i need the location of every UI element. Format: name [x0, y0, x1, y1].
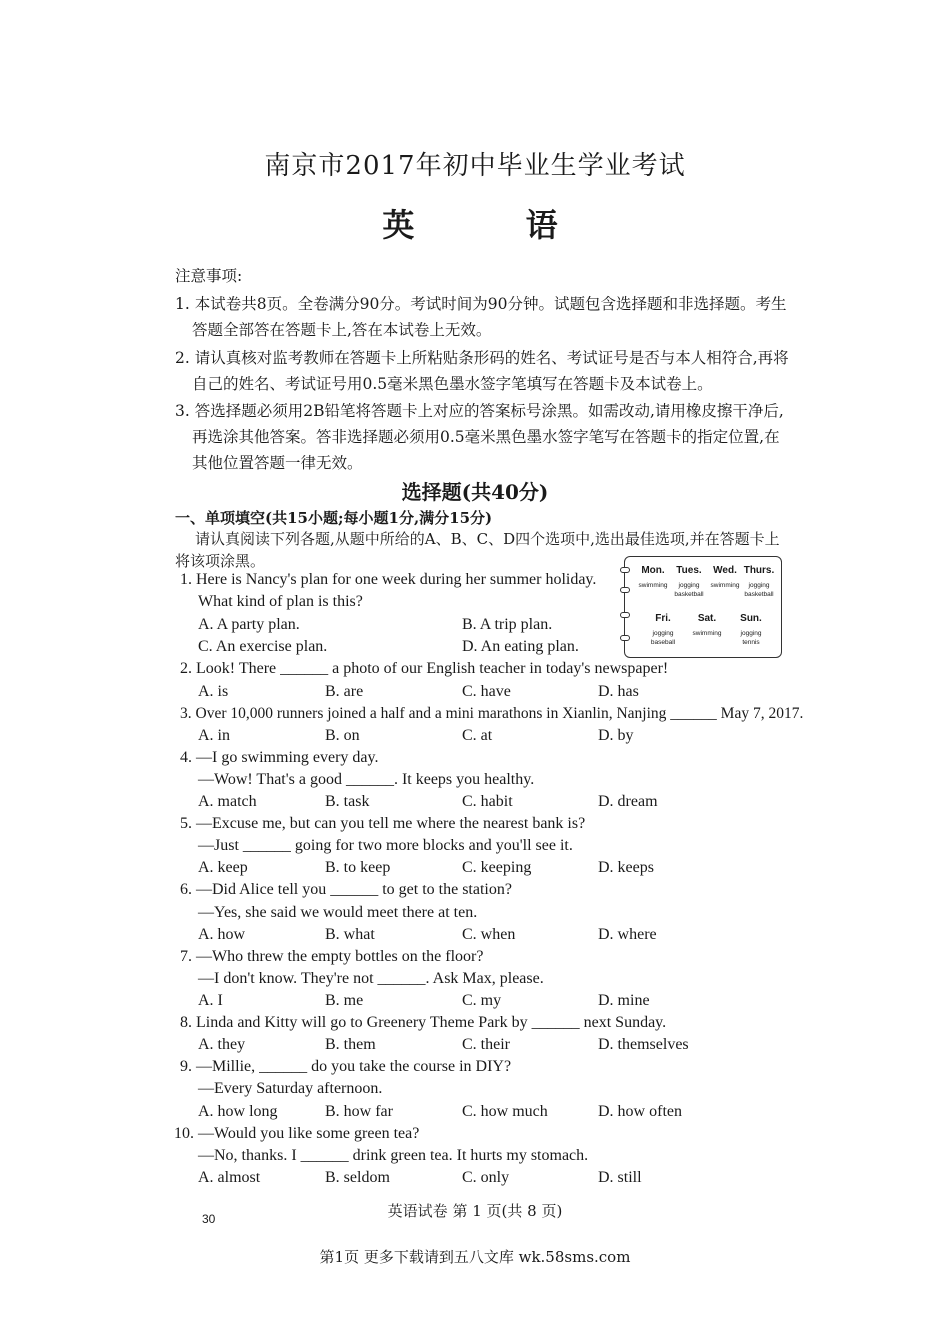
notice-item-3-line-1: 3. 答选择题必须用2B铅笔将答题卡上对应的答案标号涂黑。如需改动,请用橡皮擦干净后,: [175, 402, 784, 420]
question-4-line-2: —Wow! That's a good ______. It keeps you healthy.: [198, 771, 535, 788]
plan-activity-wed: swimming: [710, 582, 740, 589]
page-number-corner: 30: [202, 1212, 216, 1226]
question-3-option-d: D. by: [598, 727, 634, 744]
question-2-option-b: B. are: [325, 683, 364, 700]
plan-activity-fri: jogging baseball: [650, 630, 676, 646]
plan-day-thurs: Thurs.: [743, 565, 775, 576]
question-2-option-c: C. have: [462, 683, 511, 700]
plan-day-tues: Tues.: [676, 565, 702, 576]
question-10-option-d: D. still: [598, 1169, 642, 1186]
question-9-option-d: D. how often: [598, 1103, 682, 1120]
notice-item-2-line-1: 2. 请认真核对监考教师在答题卡上所粘贴条形码的姓名、考试证号是否与本人相符合,再将: [175, 349, 789, 367]
question-10-option-c: C. only: [462, 1169, 510, 1186]
question-4-option-b: B. task: [325, 793, 370, 810]
plan-activity-mon: swimming: [638, 582, 668, 589]
plan-day-fri: Fri.: [655, 613, 671, 624]
plan-activity-sun: jogging tennis: [740, 630, 762, 646]
question-3-option-a: A. in: [198, 727, 230, 744]
plan-day-wed: Wed.: [713, 565, 737, 576]
question-6-option-b: B. what: [325, 926, 375, 943]
question-7-line-2: —I don't know. They're not ______. Ask Max, please.: [198, 970, 544, 987]
question-1-option-b: B. A trip plan.: [462, 616, 553, 633]
question-9-line-1: 9. —Millie, ______ do you take the course in DIY?: [180, 1058, 512, 1075]
question-4-option-a: A. match: [198, 793, 257, 810]
notice-item-1-line-2: 答题全部答在答题卡上,答在本试卷上无效。: [192, 321, 492, 339]
question-1-option-a: A. A party plan.: [198, 616, 300, 633]
question-2-option-d: D. has: [598, 683, 639, 700]
question-8-option-c: C. their: [462, 1036, 510, 1053]
question-7-option-d: D. mine: [598, 992, 650, 1009]
subject-title: 英 语: [382, 206, 608, 244]
question-6-option-d: D. where: [598, 926, 657, 943]
notice-item-2-line-2: 自己的姓名、考试证号用0.5毫米黑色墨水签字笔填写在答题卡及本试卷上。: [192, 375, 713, 393]
question-3-option-c: C. at: [462, 727, 493, 744]
part-title: 一、单项填空(共15小题;每小题1分,满分15分): [175, 509, 493, 527]
question-5-option-d: D. keeps: [598, 859, 654, 876]
question-9-line-2: —Every Saturday afternoon.: [198, 1080, 383, 1097]
question-10-option-a: A. almost: [198, 1169, 261, 1186]
instruction-line-2: 将该项涂黑。: [175, 552, 266, 570]
notice-item-3-line-3: 其他位置答题一律无效。: [192, 454, 363, 472]
question-7-line-1: 7. —Who threw the empty bottles on the floor?: [180, 948, 484, 965]
question-6-line-2: —Yes, she said we would meet there at ten.: [198, 904, 478, 921]
question-10-line-2: —No, thanks. I ______ drink green tea. It hurts my stomach.: [198, 1147, 589, 1164]
question-1-option-c: C. An exercise plan.: [198, 638, 328, 655]
plan-activity-sat: swimming: [692, 630, 722, 637]
question-10-option-b: B. seldom: [325, 1169, 390, 1186]
notice-item-3-line-2: 再选涂其他答案。答非选择题必须用0.5毫米黑色墨水签字笔写在答题卡的指定位置,在: [192, 428, 780, 446]
question-9-option-a: A. how long: [198, 1103, 278, 1120]
question-4-option-c: C. habit: [462, 793, 513, 810]
question-5-option-a: A. keep: [198, 859, 248, 876]
question-6-option-a: A. how: [198, 926, 246, 943]
question-6-option-c: C. when: [462, 926, 516, 943]
question-7-option-b: B. me: [325, 992, 364, 1009]
question-5-line-1: 5. —Excuse me, but can you tell me where the nearest bank is?: [180, 815, 586, 832]
plan-day-sun: Sun.: [740, 613, 762, 624]
download-footer: 第1页 更多下载请到五八文库 wk.58sms.com: [319, 1248, 631, 1266]
question-2-line-1: 2. Look! There ______ a photo of our English teacher in today's newspaper!: [180, 660, 669, 677]
question-5-line-2: —Just ______ going for two more blocks and you'll see it.: [198, 837, 573, 854]
instruction-line-1: 请认真阅读下列各题,从题中所给的A、B、C、D四个选项中,选出最佳选项,并在答题卡上: [195, 530, 780, 548]
question-8-line-1: 8. Linda and Kitty will go to Greenery Theme Park by ______ next Sunday.: [180, 1014, 667, 1031]
question-3-line-1: 3. Over 10,000 runners joined a half and a mini marathons in Xianlin, Nanjing ______ May 7, 2017.: [180, 705, 804, 722]
plan-day-mon: Mon.: [641, 565, 665, 576]
page-label: 英语试卷 第 1 页(共 8 页): [387, 1202, 563, 1220]
question-1-line-1: 1. Here is Nancy's plan for one week during her summer holiday.: [180, 571, 597, 588]
question-7-option-c: C. my: [462, 992, 502, 1009]
question-5-option-b: B. to keep: [325, 859, 391, 876]
question-7-option-a: A. I: [198, 992, 223, 1009]
question-1-option-d: D. An eating plan.: [462, 638, 579, 655]
question-9-option-b: B. how far: [325, 1103, 393, 1120]
plan-activity-thurs: jogging basketball: [744, 582, 774, 598]
exam-title: 南京市2017年初中毕业生学业考试: [264, 151, 686, 181]
plan-day-sat: Sat.: [697, 613, 717, 624]
question-4-option-d: D. dream: [598, 793, 658, 810]
notice-heading: 注意事项:: [175, 267, 243, 285]
question-9-option-c: C. how much: [462, 1103, 548, 1120]
question-8-option-a: A. they: [198, 1036, 246, 1053]
notice-item-1-line-1: 1. 本试卷共8页。全卷满分90分。考试时间为90分钟。试题包含选择题和非选择题。考生: [175, 295, 787, 313]
section-title: 选择题(共40分): [401, 480, 549, 504]
question-10-line-1: 10. —Would you like some green tea?: [174, 1125, 420, 1142]
question-8-option-b: B. them: [325, 1036, 376, 1053]
question-5-option-c: C. keeping: [462, 859, 532, 876]
plan-activity-tues: jogging basketball: [674, 582, 704, 598]
question-4-line-1: 4. —I go swimming every day.: [180, 749, 379, 766]
question-1-line-2: What kind of plan is this?: [198, 593, 363, 610]
question-6-line-1: 6. —Did Alice tell you ______ to get to the station?: [180, 881, 512, 898]
question-2-option-a: A. is: [198, 683, 229, 700]
weekly-plan-image: [624, 556, 782, 658]
question-3-option-b: B. on: [325, 727, 360, 744]
question-8-option-d: D. themselves: [598, 1036, 689, 1053]
